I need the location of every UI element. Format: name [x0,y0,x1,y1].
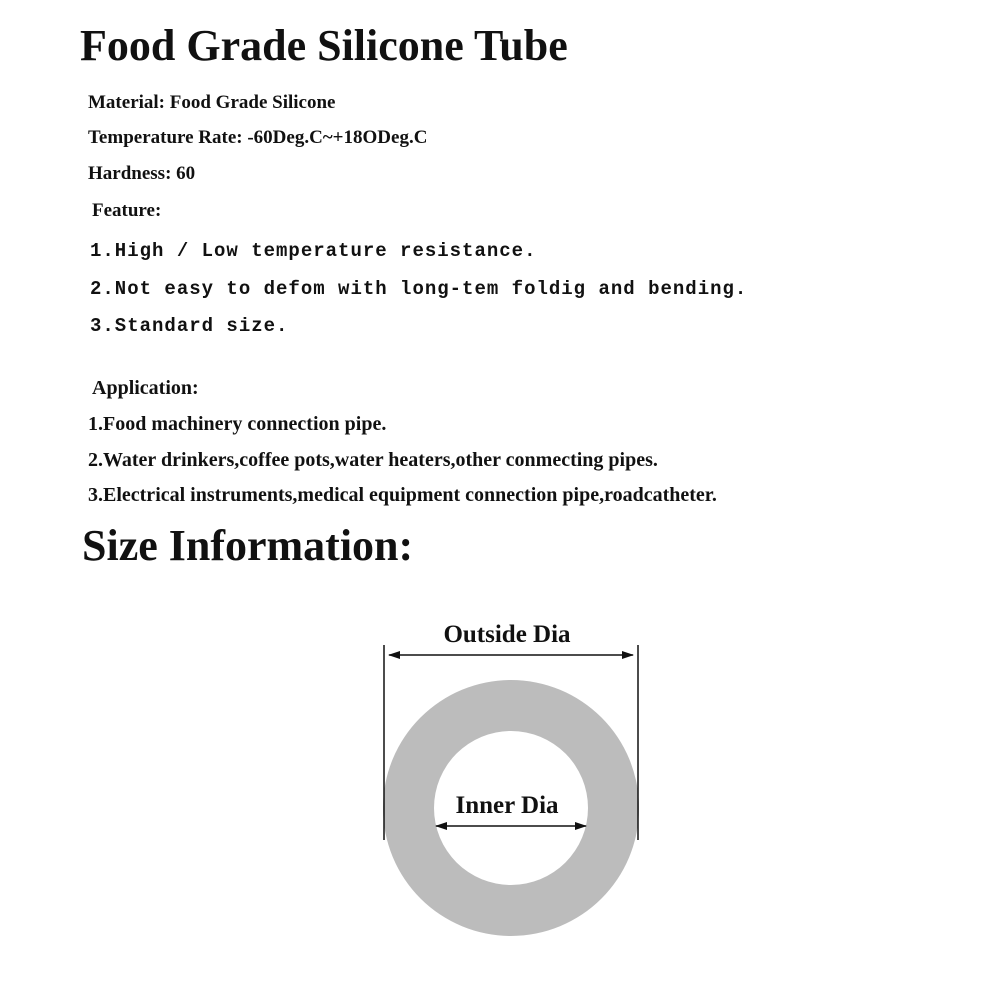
temperature-spec: Temperature Rate: -60Deg.C~+18ODeg.C [88,127,428,148]
application-item: 3.Electrical instruments,medical equipment connection pipe,roadcatheter. [88,484,717,506]
page-title: Food Grade Silicone Tube [80,21,568,70]
application-item: 2.Water drinkers,coffee pots,water heaters,other conmecting pipes. [88,449,658,471]
feature-item: 3.Standard size. [90,315,289,337]
feature-item: 2.Not easy to defom with long-tem foldig and bending. [90,278,748,300]
application-heading: Application: [92,377,199,399]
material-spec: Material: Food Grade Silicone [88,92,336,113]
inner-dia-label: Inner Dia [455,792,559,819]
application-item: 1.Food machinery connection pipe. [88,413,387,435]
feature-heading: Feature: [92,200,162,221]
feature-item: 1.High / Low temperature resistance. [90,240,537,262]
hardness-spec: Hardness: 60 [88,163,196,184]
size-information-heading: Size Information: [82,521,414,570]
outside-dia-label: Outside Dia [443,621,571,648]
